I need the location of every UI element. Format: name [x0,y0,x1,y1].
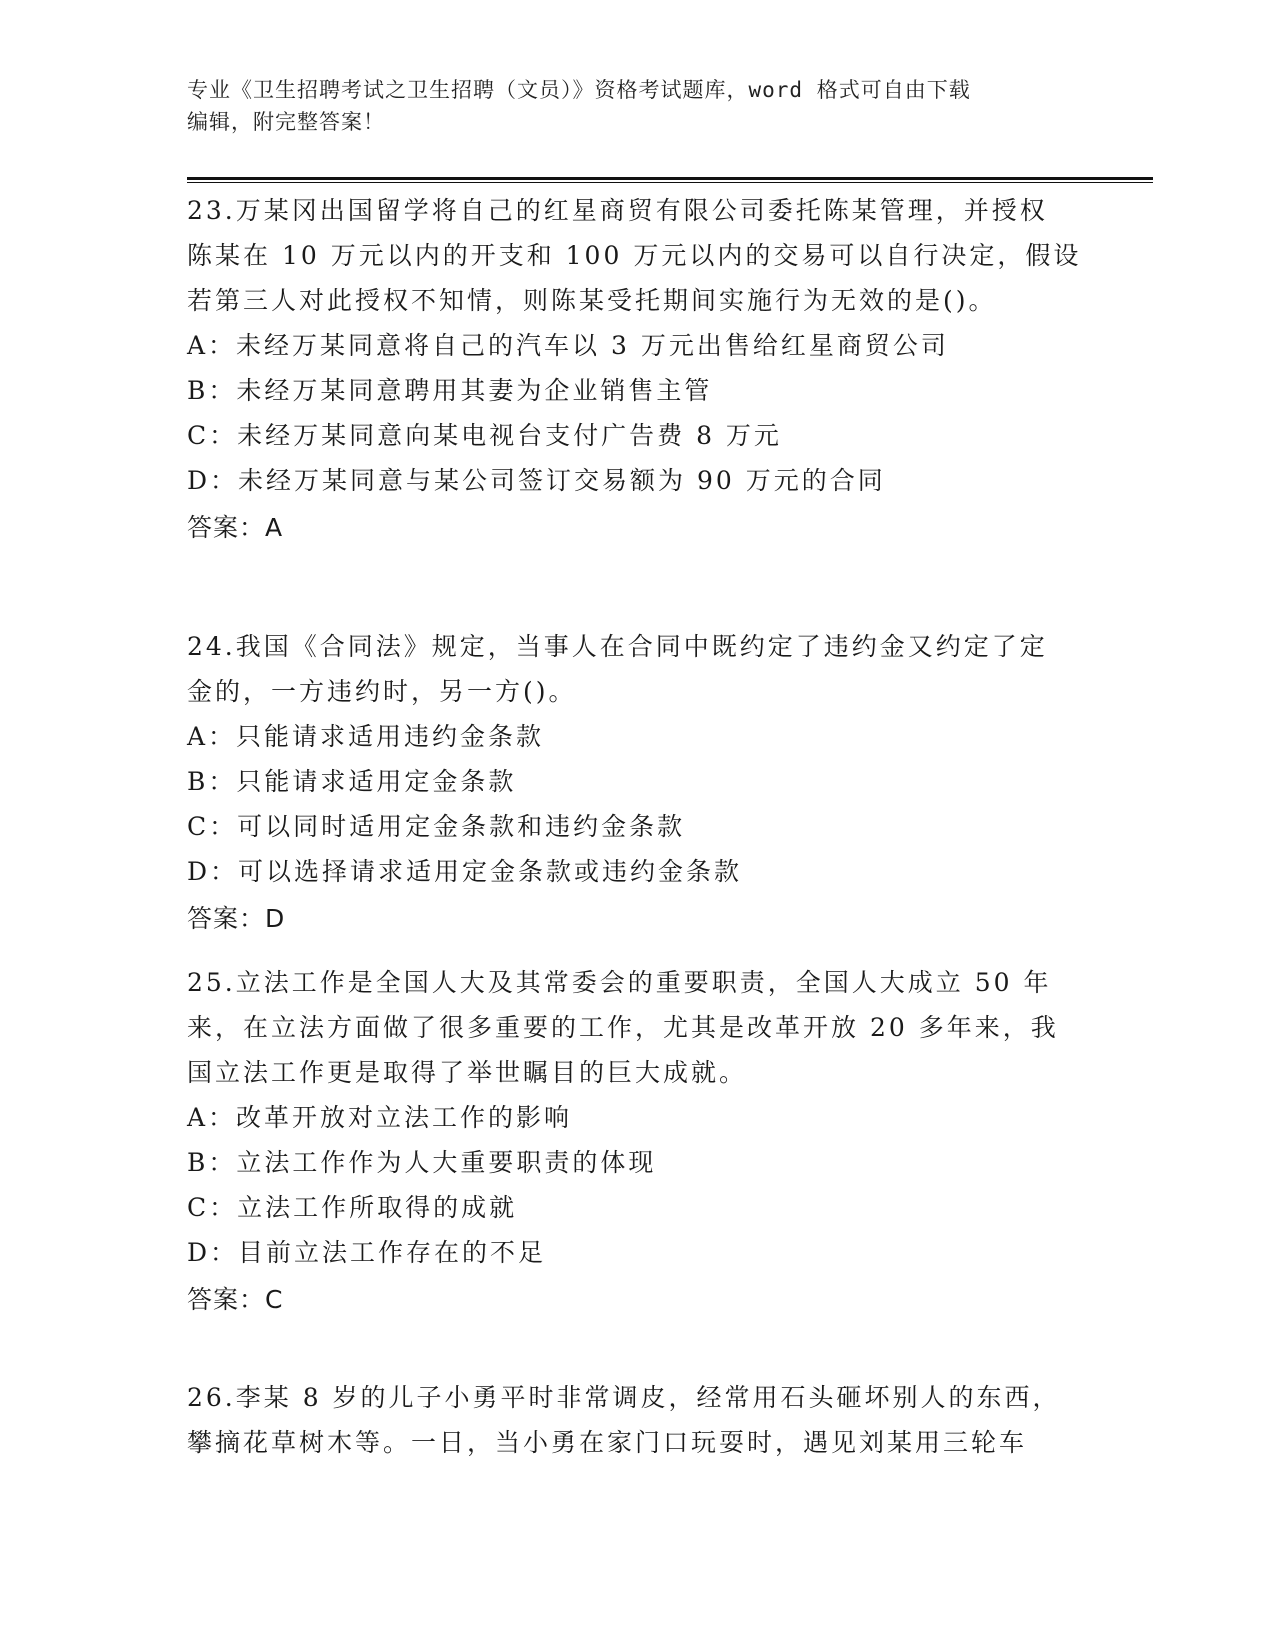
question-stem [187,624,1087,714]
header-divider-thin [187,182,1153,183]
stem-line: 攀摘花草树木等。一日，当小勇在家门口玩耍时，遇见刘某用三轮车 [187,1428,1028,1457]
stem-line: 金的，一方违约时，另一方()。 [187,677,577,706]
question-23 [187,188,1087,550]
question-stem [187,960,1087,1095]
option-d: D：目前立法工作存在的不足 [187,1238,547,1267]
option-a: A：改革开放对立法工作的影响 [187,1103,573,1132]
header-divider [187,177,1153,180]
option-c: C：可以同时适用定金条款和违约金条款 [187,812,686,841]
option-b: B：只能请求适用定金条款 [187,767,517,796]
question-25 [187,960,1087,1322]
option-b: B：立法工作作为人大重要职责的体现 [187,1148,657,1177]
option-a: A：未经万某同意将自己的汽车以 3 万元出售给红星商贸公司 [187,331,949,360]
option-c: C：未经万某同意向某电视台支付广告费 8 万元 [187,421,782,450]
stem-line: 25.立法工作是全国人大及其常委会的重要职责，全国人大成立 50 年 [187,968,1052,997]
option-d: D：未经万某同意与某公司签订交易额为 90 万元的合同 [187,466,886,495]
stem-line: 来，在立法方面做了很多重要的工作，尤其是改革开放 20 多年来，我 [187,1013,1059,1042]
stem-line: 若第三人对此授权不知情，则陈某受托期间实施行为无效的是()。 [187,286,997,315]
question-24 [187,624,1087,941]
option-b: B：未经万某同意聘用其妻为企业销售主管 [187,376,713,405]
document-header [187,74,1087,138]
answer-line: 答案：A [187,513,284,542]
header-line: 编辑，附完整答案！ [187,110,385,134]
stem-line: 26.李某 8 岁的儿子小勇平时非常调皮，经常用石头砸坏别人的东西， [187,1383,1061,1412]
stem-line: 23.万某冈出国留学将自己的红星商贸有限公司委托陈某管理，并授权 [187,196,1048,225]
question-stem [187,1375,1087,1465]
option-d: D：可以选择请求适用定金条款或违约金条款 [187,857,743,886]
option-a: A：只能请求适用违约金条款 [187,722,545,751]
header-line: 专业《卫生招聘考试之卫生招聘（文员）》资格考试题库，word 格式可自由下载 [187,78,971,102]
option-c: C：立法工作所取得的成就 [187,1193,518,1222]
stem-line: 国立法工作更是取得了举世瞩目的巨大成就。 [187,1058,748,1087]
answer-line: 答案：C [187,1285,284,1314]
stem-line: 24.我国《合同法》规定，当事人在合同中既约定了违约金又约定了定 [187,632,1048,661]
question-26 [187,1375,1087,1465]
stem-line: 陈某在 10 万元以内的开支和 100 万元以内的交易可以自行决定，假设 [187,241,1082,270]
answer-line: 答案：D [187,904,286,933]
question-stem [187,188,1087,323]
